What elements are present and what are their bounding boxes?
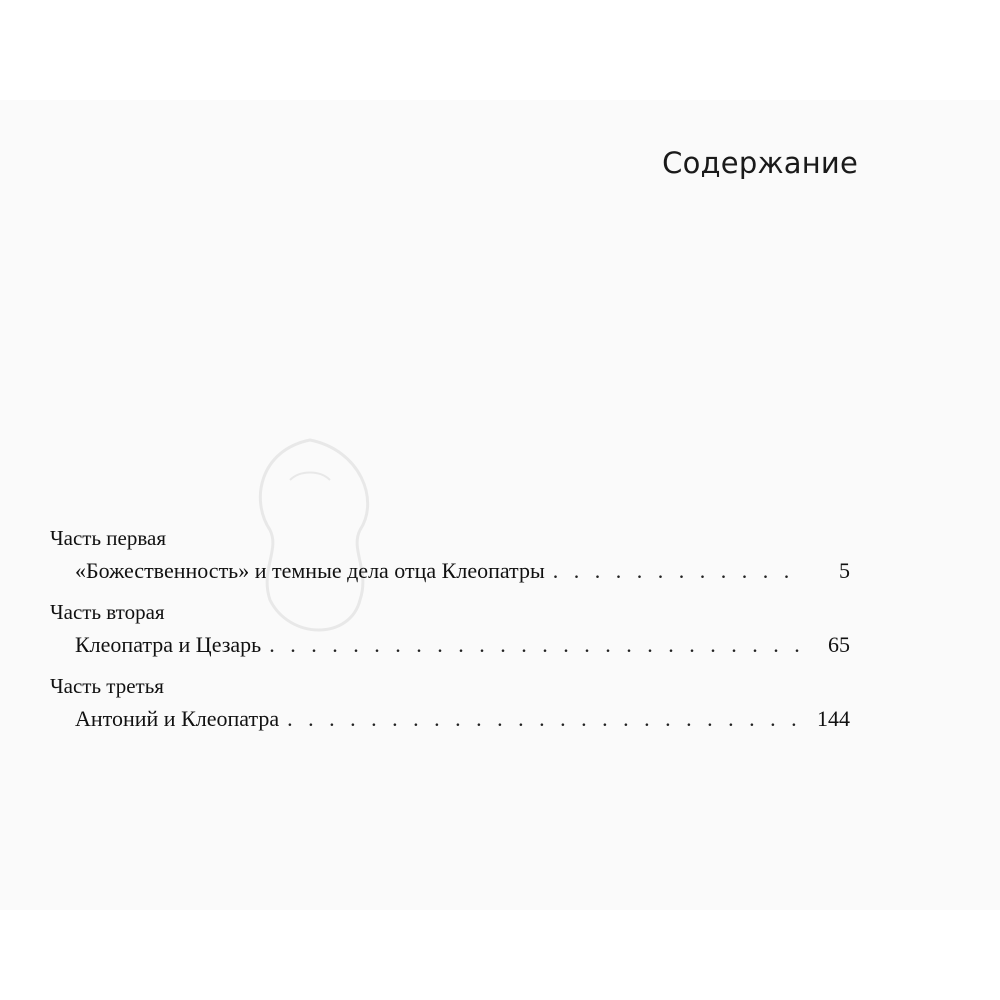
dot-leader bbox=[269, 627, 802, 663]
chapter-title: Антоний и Клеопатра bbox=[75, 706, 280, 731]
part-label: Часть первая bbox=[50, 526, 166, 550]
toc-entry bbox=[50, 627, 850, 663]
part-label: Часть третья bbox=[50, 674, 164, 698]
toc-part-3 bbox=[50, 672, 850, 737]
dot-leader bbox=[287, 701, 802, 737]
dot-leader bbox=[553, 553, 802, 589]
chapter-title: Клеопатра и Цезарь bbox=[75, 632, 262, 657]
scan-margin-bottom bbox=[0, 910, 1000, 1000]
scan-margin-top bbox=[0, 0, 1000, 100]
table-of-contents bbox=[50, 524, 850, 746]
toc-part-2 bbox=[50, 598, 850, 663]
part-label: Часть вторая bbox=[50, 600, 165, 624]
page-number: 65 bbox=[828, 632, 850, 657]
page-number: 5 bbox=[839, 558, 850, 583]
page-number: 144 bbox=[817, 706, 850, 731]
toc-part-1 bbox=[50, 524, 850, 589]
toc-entry bbox=[50, 553, 850, 589]
toc-entry bbox=[50, 701, 850, 737]
page-title: Содержание bbox=[662, 146, 858, 180]
paper-background bbox=[0, 100, 1000, 910]
chapter-title: «Божественность» и темные дела отца Клеопатры bbox=[75, 558, 545, 583]
